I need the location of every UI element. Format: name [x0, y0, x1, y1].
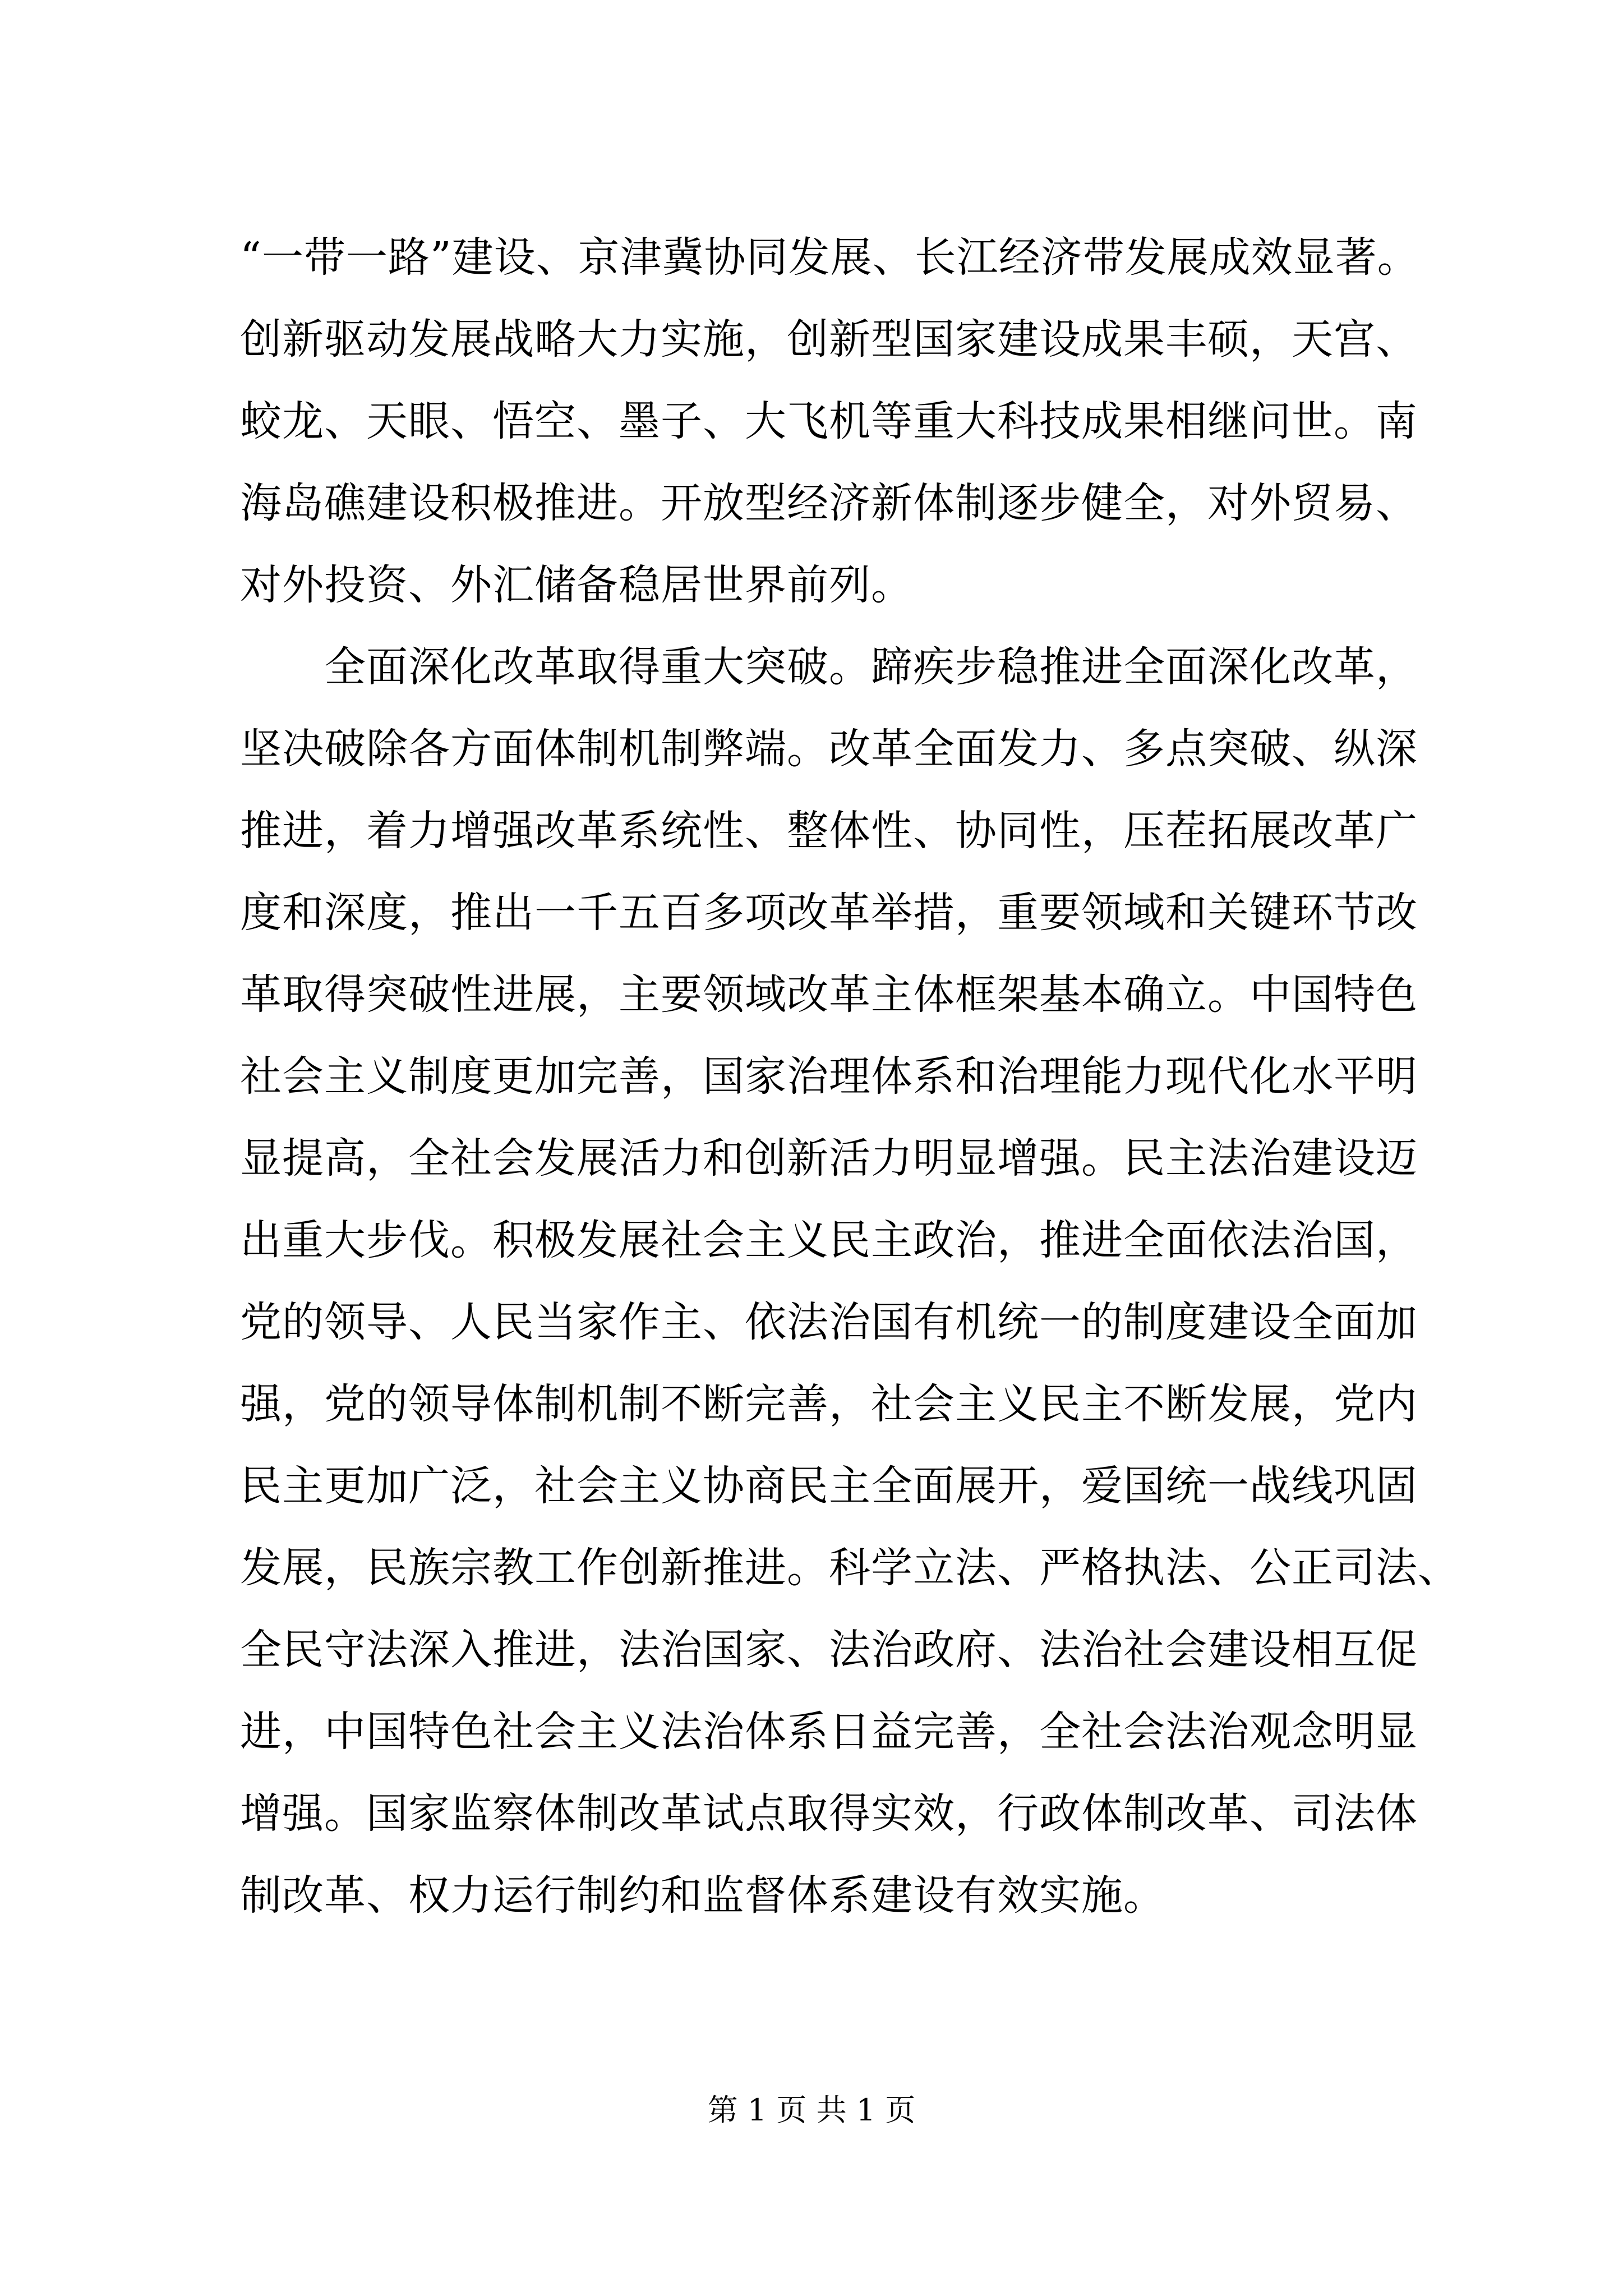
text-line: 民主更加广泛，社会主义协商民主全面展开，爱国统一战线巩固 [240, 1462, 1418, 1510]
text-line: 蛟龙、天眼、悟空、墨子、大飞机等重大科技成果相继问世。南 [240, 397, 1418, 445]
text-line: 坚决破除各方面体制机制弊端。改革全面发力、多点突破、纵深 [240, 725, 1418, 773]
text-line: 制改革、权力运行制约和监督体系建设有效实施。 [240, 1871, 1165, 1920]
text-line: 强，党的领导体制机制不断完善，社会主义民主不断发展，党内 [240, 1380, 1418, 1428]
text-line: 海岛礁建设积极推进。开放型经济新体制逐步健全，对外贸易、 [240, 479, 1418, 527]
text-line: 全面深化改革取得重大突破。蹄疾步稳推进全面深化改革， [240, 643, 1418, 691]
page-number-footer: 第 1 页 共 1 页 [707, 2092, 916, 2128]
text-line: 增强。国家监察体制改革试点取得实效，行政体制改革、司法体 [240, 1789, 1418, 1838]
text-line: 推进，着力增强改革系统性、整体性、协同性，压茬拓展改革广 [240, 807, 1418, 855]
text-line: 度和深度，推出一千五百多项改革举措，重要领域和关键环节改 [240, 889, 1418, 937]
text-line: 进，中国特色社会主义法治体系日益完善，全社会法治观念明显 [240, 1708, 1418, 1756]
text-line: 全民守法深入推进，法治国家、法治政府、法治社会建设相互促 [240, 1626, 1418, 1674]
text-line: 创新驱动发展战略大力实施，创新型国家建设成果丰硕，天宫、 [240, 315, 1418, 364]
text-line: 党的领导、人民当家作主、依法治国有机统一的制度建设全面加 [240, 1298, 1418, 1346]
text-line: 显提高，全社会发展活力和创新活力明显增强。民主法治建设迈 [240, 1134, 1418, 1182]
text-line: 发展，民族宗教工作创新推进。科学立法、严格执法、公正司法、 [240, 1544, 1460, 1592]
text-line: 出重大步伐。积极发展社会主义民主政治，推进全面依法治国， [240, 1216, 1418, 1264]
text-line: 对外投资、外汇储备稳居世界前列。 [240, 561, 913, 609]
text-line: 革取得突破性进展，主要领域改革主体框架基本确立。中国特色 [240, 970, 1418, 1019]
text-line: “一带一路”建设、京津冀协同发展、长江经济带发展成效显著。 [240, 233, 1419, 282]
text-line: 社会主义制度更加完善，国家治理体系和治理能力现代化水平明 [240, 1052, 1418, 1101]
